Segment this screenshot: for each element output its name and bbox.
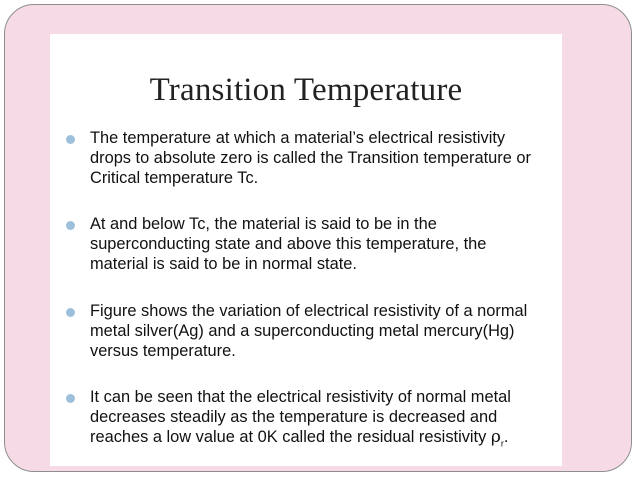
bullet-dot — [66, 394, 75, 403]
bullet-1-line-3: Critical temperature Tc. — [90, 169, 259, 187]
rho-symbol: ρ — [490, 427, 501, 447]
bullet-3-line-1: Figure shows the variation of electrical resistivity of a normal — [90, 302, 528, 320]
bullet-dot — [66, 221, 75, 230]
bullet-1-line-2: drops to absolute zero is called the Transition temperature or — [90, 149, 531, 167]
bullet-dot — [66, 308, 75, 317]
bullet-4-line-2: decreases steadily as the temperature is decreased and — [90, 408, 498, 426]
bullet-4-line-3-text: reaches a low value at 0K called the residual resistivity — [90, 428, 487, 446]
bullet-4-line-3 — [90, 427, 508, 453]
rho-subscript: r — [500, 438, 504, 449]
bullet-dot — [66, 135, 75, 144]
bullet-3-line-2: metal silver(Ag) and a superconducting metal mercury(Hg) — [90, 322, 515, 340]
bullet-2-line-3: material is said to be in normal state. — [90, 255, 357, 273]
bullet-3-line-3: versus temperature. — [90, 342, 236, 360]
bullet-2-line-2: superconducting state and above this temperature, the — [90, 235, 487, 253]
bullet-2-line-1: At and below Tc, the material is said to be in the — [90, 215, 437, 233]
bullet-list — [50, 34, 562, 466]
slide-title: Transition Temperature — [149, 72, 463, 108]
slide — [50, 34, 562, 466]
bullet-1-line-1: The temperature at which a material’s electrical resistivity — [90, 129, 506, 147]
end-punctuation: . — [503, 428, 509, 446]
bullet-4-line-1: It can be seen that the electrical resistivity of normal metal — [90, 388, 511, 406]
